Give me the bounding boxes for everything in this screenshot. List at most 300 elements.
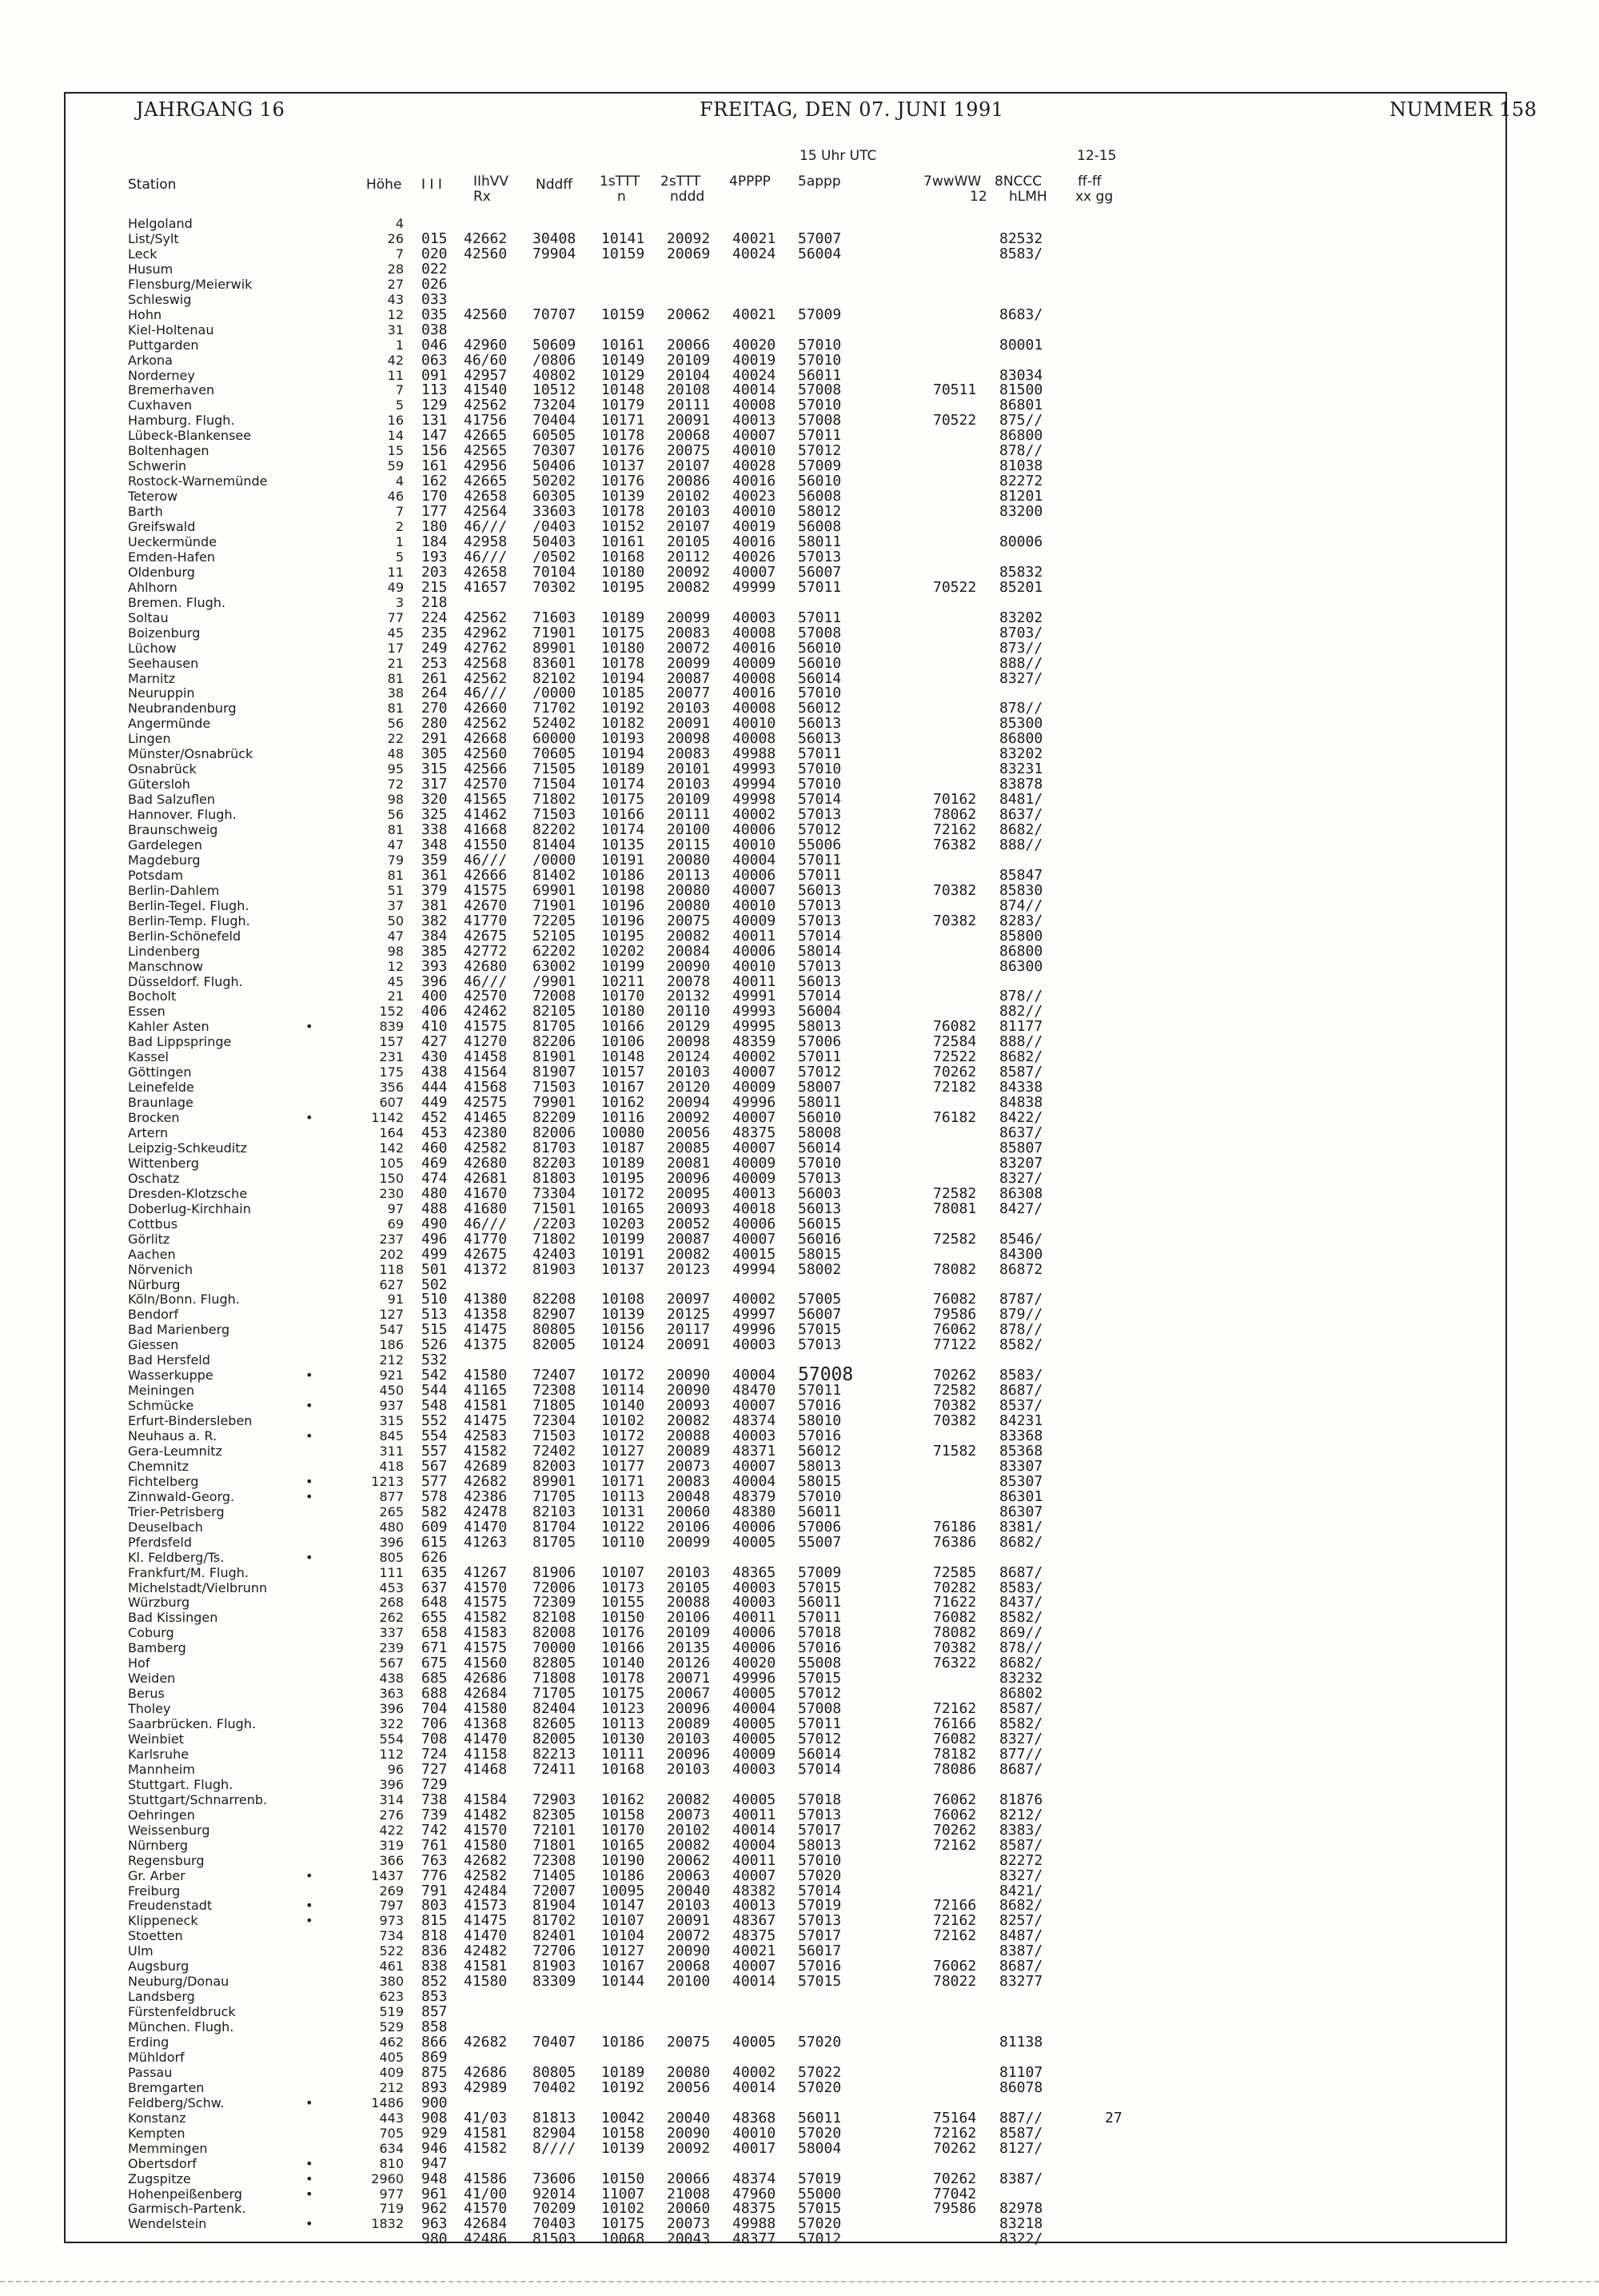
obs-group: 10137	[601, 457, 645, 475]
obs-group: 10113	[601, 1487, 645, 1505]
obs-group: 40010	[732, 957, 776, 975]
obs-group: 57014	[798, 1882, 842, 1899]
obs-group: 42582	[464, 1139, 508, 1156]
station-height: 11	[387, 367, 404, 383]
obs-group: 85847	[999, 866, 1043, 884]
obs-group: 20087	[667, 1230, 711, 1248]
obs-group: 20109	[667, 351, 711, 369]
obs-group: 69901	[532, 881, 576, 899]
obs-group: 71504	[532, 776, 576, 793]
obs-group: 10068	[601, 2230, 645, 2248]
obs-group: 56014	[798, 1745, 842, 1763]
col-7wwww: 7wwWW	[923, 174, 982, 190]
obs-group: 72101	[532, 1821, 576, 1839]
table-row	[0, 1716, 1599, 1731]
obs-group: 20086	[667, 473, 711, 490]
obs-group: 20090	[667, 1382, 711, 1400]
obs-group: 70382	[933, 1639, 977, 1657]
obs-group: 20098	[667, 730, 711, 748]
obs-group: 57014	[798, 988, 842, 1005]
station-name: Oldenburg	[128, 564, 195, 580]
obs-group: 42670	[464, 896, 508, 914]
obs-group: 10168	[601, 548, 645, 565]
table-row	[0, 2141, 1599, 2156]
obs-group: 49993	[732, 761, 776, 778]
obs-group: 739	[421, 1806, 448, 1823]
obs-group: 348	[421, 836, 448, 853]
obs-group: 78082	[933, 1624, 977, 1642]
col-2sttt-nddd: nddd	[670, 189, 705, 205]
obs-group: 76182	[933, 1109, 977, 1127]
obs-group: 82978	[999, 2200, 1043, 2218]
obs-group: 317	[421, 776, 448, 793]
obs-group: 10179	[601, 397, 645, 414]
obs-group: 56013	[798, 972, 842, 990]
station-height: 554	[379, 1731, 404, 1747]
table-row	[0, 2110, 1599, 2126]
obs-group: 791	[421, 1882, 448, 1899]
obs-group: 40004	[732, 1472, 776, 1490]
obs-group: 70262	[933, 2139, 977, 2157]
obs-group: 20126	[667, 1655, 711, 1672]
obs-group: 249	[421, 639, 448, 657]
table-row	[0, 382, 1599, 397]
obs-group: 48371	[732, 1442, 776, 1459]
obs-group: 10130	[601, 1731, 645, 1747]
obs-group: 41470	[464, 1731, 508, 1747]
obs-group: 857	[421, 2003, 448, 2021]
table-row	[0, 1186, 1599, 1201]
obs-group: 20073	[667, 1457, 711, 1475]
obs-group: 41581	[464, 2124, 508, 2142]
obs-group: 82105	[532, 1003, 576, 1020]
obs-group: 42575	[464, 1094, 508, 1112]
station-name: Frankfurt/M. Flugh.	[128, 1564, 249, 1580]
obs-group: 20091	[667, 412, 711, 429]
col-8nccc: 8NCCC	[995, 174, 1043, 190]
obs-group: 947	[421, 2154, 448, 2172]
table-row	[0, 746, 1599, 761]
obs-group: 57013	[798, 1912, 842, 1930]
obs-group: 40011	[732, 1609, 776, 1627]
obs-group: 381	[421, 896, 448, 914]
obs-group: 10180	[601, 1003, 645, 1020]
obs-group: 873//	[999, 639, 1043, 657]
obs-group: 10195	[601, 1169, 645, 1187]
obs-group: 532	[421, 1352, 448, 1369]
obs-group: 20056	[667, 1124, 711, 1141]
table-row	[0, 1928, 1599, 1943]
obs-group: 291	[421, 730, 448, 748]
obs-group: 8687/	[999, 1382, 1043, 1400]
station-name: Kahler Asten	[128, 1019, 209, 1035]
obs-group: 85830	[999, 881, 1043, 899]
table-row	[0, 1428, 1599, 1443]
station-name: Neuruppin	[128, 685, 195, 701]
obs-group: 10104	[601, 1927, 645, 1945]
obs-group: 866	[421, 2034, 448, 2050]
station-name: Aachen	[128, 1246, 176, 1262]
obs-group: 72205	[532, 912, 576, 929]
obs-group: 893	[421, 2078, 448, 2096]
obs-group: 42686	[464, 1670, 508, 1687]
obs-group: 10185	[601, 685, 645, 702]
station-height: 11	[387, 564, 404, 580]
obs-group: 961	[421, 2185, 448, 2202]
obs-group: 10158	[601, 2124, 645, 2142]
obs-group: 020	[421, 245, 448, 262]
obs-group: 10155	[601, 1594, 645, 1611]
obs-group: 552	[421, 1412, 448, 1430]
obs-group: 76322	[933, 1655, 977, 1672]
station-name: Emden-Hafen	[128, 549, 216, 565]
obs-group: 72162	[933, 2124, 977, 2142]
station-height: 805	[379, 1549, 404, 1565]
obs-group: 10147	[601, 1897, 645, 1915]
station-name: List/Sylt	[128, 230, 179, 246]
obs-group: 20103	[667, 1563, 711, 1581]
obs-group: 41573	[464, 1897, 508, 1915]
obs-group: 76386	[933, 1533, 977, 1551]
obs-group: 40010	[732, 896, 776, 914]
obs-group: 20104	[667, 366, 711, 384]
obs-group: 10135	[601, 836, 645, 853]
obs-group: 444	[421, 1079, 448, 1096]
obs-group: 20103	[667, 700, 711, 717]
station-height: 150	[379, 1170, 404, 1186]
obs-group: 496	[421, 1230, 448, 1248]
obs-group: 86801	[999, 397, 1043, 414]
station-height: 27	[387, 276, 404, 292]
obs-group: 41368	[464, 1715, 508, 1733]
mountain-marker: •	[305, 1019, 313, 1035]
obs-group: 963	[421, 2215, 448, 2233]
table-row	[0, 1292, 1599, 1307]
obs-group: 42962	[464, 624, 508, 641]
table-row	[0, 1823, 1599, 1838]
obs-group: 20085	[667, 1139, 711, 1156]
obs-group: 58014	[798, 942, 842, 960]
obs-group: 58007	[798, 1079, 842, 1096]
obs-group: 57020	[798, 2215, 842, 2233]
station-height: 31	[387, 321, 404, 337]
obs-group: 688	[421, 1685, 448, 1703]
obs-group: 180	[421, 518, 448, 535]
obs-group: 42570	[464, 776, 508, 793]
station-height: 105	[379, 1155, 404, 1171]
obs-group: 708	[421, 1731, 448, 1747]
obs-group: 852	[421, 1973, 448, 1991]
obs-group: 131	[421, 412, 448, 429]
station-name: Angermünde	[128, 716, 211, 732]
obs-group: 72304	[532, 1412, 576, 1430]
obs-group: 42675	[464, 1245, 508, 1263]
obs-group: 48359	[732, 1033, 776, 1051]
obs-group: 499	[421, 1245, 448, 1263]
table-row	[0, 1019, 1599, 1034]
station-name: Kiel-Holtenau	[128, 321, 214, 337]
station-name: Wasserkuppe	[128, 1368, 213, 1384]
obs-group: 82605	[532, 1715, 576, 1733]
station-name: Ueckermünde	[128, 533, 217, 549]
obs-group: 544	[421, 1382, 448, 1400]
obs-group: 85300	[999, 715, 1043, 733]
obs-group: 20069	[667, 245, 711, 262]
obs-group: 887//	[999, 2109, 1043, 2126]
table-row	[0, 1898, 1599, 1913]
table-row	[0, 641, 1599, 656]
obs-group: 40005	[732, 2034, 776, 2050]
mountain-marker: •	[305, 1368, 313, 1384]
obs-group: 57010	[798, 336, 842, 353]
obs-group: 89901	[532, 1472, 576, 1490]
obs-group: 20129	[667, 1018, 711, 1036]
obs-group: 20091	[667, 715, 711, 733]
obs-group: 878//	[999, 988, 1043, 1005]
obs-group: 40003	[732, 1594, 776, 1611]
table-row	[0, 2186, 1599, 2202]
obs-group: 567	[421, 1457, 448, 1475]
obs-group: 40005	[732, 1685, 776, 1703]
station-height: 547	[379, 1322, 404, 1338]
station-height: 152	[379, 1004, 404, 1020]
table-row	[0, 1337, 1599, 1352]
obs-group: 10171	[601, 412, 645, 429]
obs-group: 81402	[532, 866, 576, 884]
obs-group: 40020	[732, 336, 776, 353]
obs-group: 71808	[532, 1670, 576, 1687]
obs-group: 42658	[464, 563, 508, 581]
table-row	[0, 928, 1599, 944]
obs-group: 203	[421, 563, 448, 581]
obs-group: 10137	[601, 1260, 645, 1278]
station-name: Garmisch-Partenk.	[128, 2201, 246, 2217]
obs-group: /0403	[532, 518, 576, 535]
obs-group: 41540	[464, 381, 508, 399]
obs-group: 10189	[601, 2063, 645, 2081]
obs-group: 81038	[999, 457, 1043, 475]
mountain-marker: •	[305, 1398, 313, 1414]
obs-group: 10195	[601, 927, 645, 944]
obs-group: 57022	[798, 2063, 842, 2081]
table-row	[0, 1489, 1599, 1504]
obs-group: 10175	[601, 2215, 645, 2233]
obs-group: 72582	[933, 1382, 977, 1400]
obs-group: 10124	[601, 1336, 645, 1354]
obs-group: 42562	[464, 609, 508, 626]
station-height: 262	[379, 1610, 404, 1626]
obs-group: 57017	[798, 1821, 842, 1839]
station-name: Kempten	[128, 2125, 185, 2141]
obs-group: 20078	[667, 972, 711, 990]
obs-group: 41564	[464, 1064, 508, 1081]
obs-group: 20066	[667, 2170, 711, 2187]
obs-group: 10191	[601, 851, 645, 868]
table-row	[0, 1504, 1599, 1519]
obs-group: 49998	[732, 791, 776, 809]
obs-group: 161	[421, 457, 448, 475]
mountain-marker: •	[305, 2186, 313, 2202]
obs-group: 40009	[732, 912, 776, 929]
obs-group: 83601	[532, 654, 576, 672]
table-row	[0, 1443, 1599, 1459]
obs-group: 40003	[732, 1760, 776, 1778]
table-row	[0, 504, 1599, 519]
obs-group: 42486	[464, 2230, 508, 2248]
obs-group: 40006	[732, 942, 776, 960]
obs-group: 20093	[667, 1200, 711, 1217]
station-height: 47	[387, 837, 404, 853]
obs-group: 70262	[933, 1821, 977, 1839]
obs-group: 20083	[667, 624, 711, 641]
mountain-marker: •	[305, 1473, 313, 1489]
station-name: Hohn	[128, 306, 162, 322]
obs-group: 40009	[732, 1169, 776, 1187]
obs-group: 41770	[464, 1230, 508, 1248]
obs-group: 742	[421, 1821, 448, 1839]
obs-group: 20075	[667, 442, 711, 460]
station-height: 97	[387, 1200, 404, 1216]
obs-group: 40006	[732, 1518, 776, 1535]
obs-group: /2203	[532, 1215, 576, 1232]
col-1sttt: 1sTTT	[600, 174, 640, 190]
obs-group: 42686	[464, 2063, 508, 2081]
station-height: 450	[379, 1383, 404, 1399]
obs-group: 40014	[732, 1821, 776, 1839]
station-name: Regensburg	[128, 1852, 205, 1868]
obs-group: 80805	[532, 1321, 576, 1339]
station-name: Schwerin	[128, 458, 187, 474]
obs-group: 41680	[464, 1200, 508, 1217]
obs-group: 20092	[667, 1109, 711, 1127]
station-height: 91	[387, 1292, 404, 1308]
obs-group: 8682/	[999, 1048, 1043, 1066]
obs-group: 42560	[464, 745, 508, 763]
obs-group: 10194	[601, 745, 645, 763]
obs-group: 42562	[464, 669, 508, 687]
table-row	[0, 837, 1599, 853]
station-name: Berlin-Dahlem	[128, 882, 220, 898]
obs-group: /0502	[532, 548, 576, 565]
utc-time-label: 15 Uhr UTC	[800, 148, 877, 164]
station-height: 1	[395, 337, 404, 353]
table-row	[0, 2201, 1599, 2216]
obs-group: 40007	[732, 1064, 776, 1081]
table-row	[0, 1110, 1599, 1125]
station-name: Teterow	[128, 489, 178, 505]
obs-group: 033	[421, 290, 448, 308]
obs-group: 56012	[798, 700, 842, 717]
station-height: 127	[379, 1307, 404, 1323]
obs-group: 76186	[933, 1518, 977, 1535]
obs-group: 878//	[999, 700, 1043, 717]
obs-group: 41570	[464, 1821, 508, 1839]
obs-group: 40008	[732, 730, 776, 748]
obs-group: 815	[421, 1912, 448, 1930]
obs-group: 76382	[933, 836, 977, 853]
table-row	[0, 1201, 1599, 1216]
obs-group: 40011	[732, 972, 776, 990]
obs-group: 76082	[933, 1018, 977, 1036]
obs-group: 42482	[464, 1943, 508, 1960]
obs-group: 609	[421, 1518, 448, 1535]
station-height: 977	[379, 2186, 404, 2202]
obs-group: 10162	[601, 1791, 645, 1808]
obs-group: 8583/	[999, 1579, 1043, 1596]
obs-group: 41657	[464, 578, 508, 596]
obs-group: 60505	[532, 427, 576, 445]
obs-group: 57012	[798, 442, 842, 460]
table-row	[0, 307, 1599, 322]
obs-group: 706	[421, 1715, 448, 1733]
obs-group: 42762	[464, 639, 508, 657]
table-row	[0, 231, 1599, 246]
obs-group: 8422/	[999, 1109, 1043, 1127]
obs-group: 193	[421, 548, 448, 565]
station-name: Tholey	[128, 1701, 171, 1717]
station-height: 69	[387, 1216, 404, 1232]
obs-group: 70209	[532, 2200, 576, 2218]
station-name: Bad Hersfeld	[128, 1352, 210, 1368]
table-row	[0, 1640, 1599, 1655]
obs-group: 8437/	[999, 1594, 1043, 1611]
obs-group: 10150	[601, 1609, 645, 1627]
station-name: Saarbrücken. Flugh.	[128, 1716, 257, 1732]
obs-group: 83232	[999, 1670, 1043, 1687]
obs-group: 20113	[667, 866, 711, 884]
obs-group: 10159	[601, 245, 645, 262]
obs-group: 72006	[532, 1579, 576, 1596]
obs-group: 40016	[732, 685, 776, 702]
obs-group: 71901	[532, 896, 576, 914]
obs-group: 063	[421, 351, 448, 369]
obs-group: 41582	[464, 1442, 508, 1459]
station-name: Braunschweig	[128, 822, 218, 837]
obs-group: 57018	[798, 1624, 842, 1642]
obs-group: 675	[421, 1655, 448, 1672]
obs-group: 81903	[532, 1260, 576, 1278]
obs-group: 8327/	[999, 1169, 1043, 1187]
obs-group: 626	[421, 1548, 448, 1566]
obs-group: 8587/	[999, 1064, 1043, 1081]
obs-group: 20066	[667, 336, 711, 353]
obs-group: 20095	[667, 1184, 711, 1202]
obs-group: 81876	[999, 1791, 1043, 1808]
obs-group: 41470	[464, 1518, 508, 1535]
obs-group: 60305	[532, 488, 576, 505]
obs-group: 46///	[464, 685, 508, 702]
obs-group: 42957	[464, 366, 508, 384]
table-row	[0, 1550, 1599, 1565]
obs-group: 57010	[798, 1487, 842, 1505]
obs-group: 10156	[601, 1321, 645, 1339]
obs-group: 56007	[798, 1306, 842, 1324]
obs-group: 41580	[464, 1973, 508, 1991]
obs-group: 57015	[798, 1670, 842, 1687]
station-name: Husum	[128, 261, 173, 277]
obs-group: 10110	[601, 1533, 645, 1551]
obs-group: 022	[421, 260, 448, 278]
table-row	[0, 1868, 1599, 1883]
station-height: 315	[379, 1413, 404, 1429]
col-ihvv: IIhVV	[473, 174, 509, 190]
obs-group: 20088	[667, 1594, 711, 1611]
obs-group: 80805	[532, 2063, 576, 2081]
station-height: 81	[387, 670, 404, 686]
obs-group: 20096	[667, 1169, 711, 1187]
obs-group: 40010	[732, 503, 776, 521]
station-name: Trier-Petrisberg	[128, 1503, 225, 1519]
